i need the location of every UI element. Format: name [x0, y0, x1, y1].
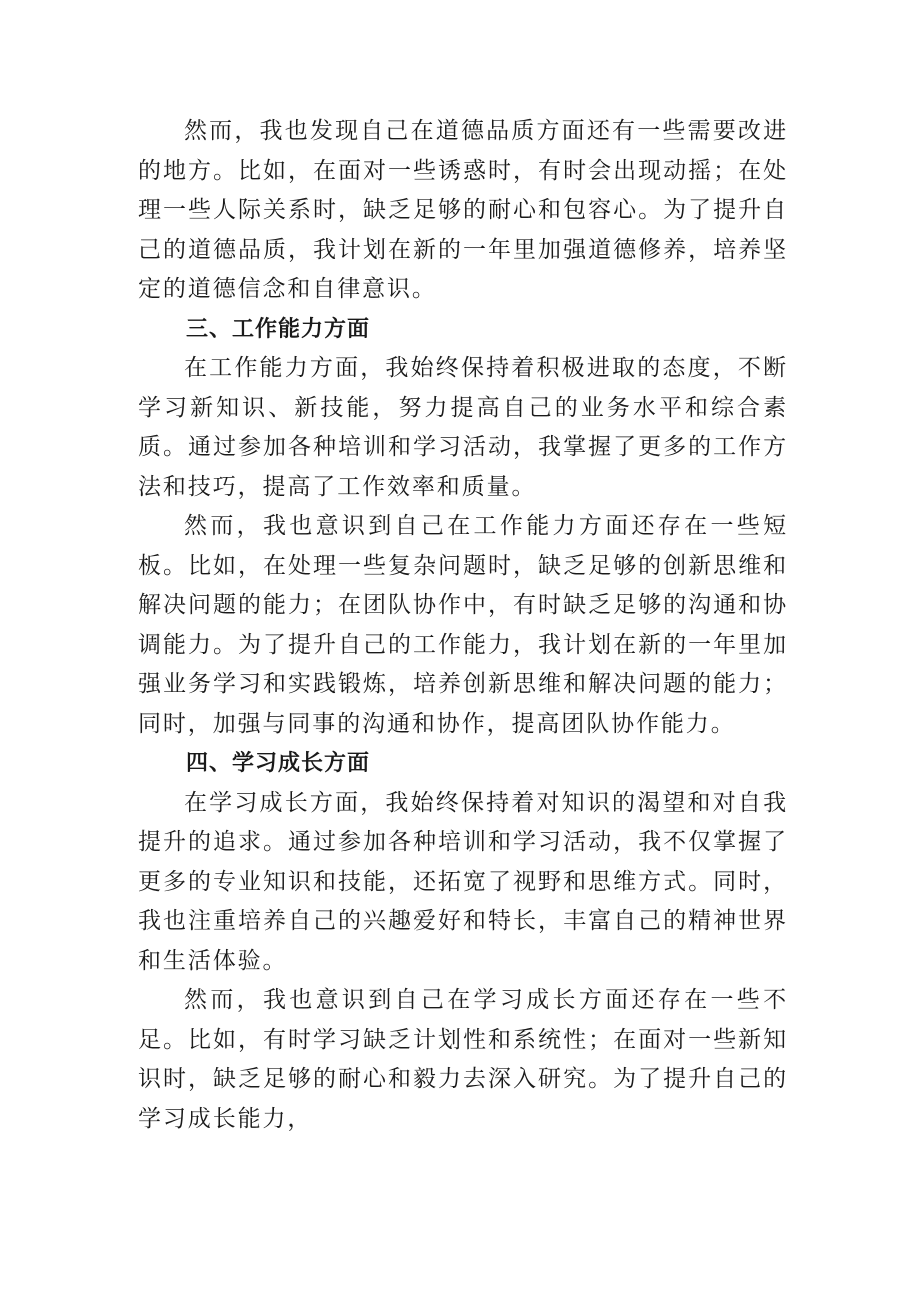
paragraph-moral-improvement: 然而，我也发现自己在道德品质方面还有一些需要改进的地方。比如，在面对一些诱惑时，有时会出现动摇；在处理一些人际关系时，缺乏足够的耐心和包容心。为了提升自己的道德品质，我计划在新的一年里加强道德修养，培养坚定的道德信念和自律意识。 — [138, 118, 788, 302]
paragraph-learning-growth-shortcomings: 然而，我也意识到自己在学习成长方面还存在一些不足。比如，有时学习缺乏计划性和系统性；在面对一些新知识时，缺乏足够的耐心和毅力去深入研究。为了提升自己的学习成长能力， — [138, 987, 788, 1132]
paragraph-learning-growth-progress: 在学习成长方面，我始终保持着对知识的渴望和对自我提升的追求。通过参加各种培训和学习活动，我不仅掌握了更多的专业知识和技能，还拓宽了视野和思维方式。同时，我也注重培养自己的兴趣爱好和特长，丰富自己的精神世界和生活体验。 — [138, 789, 788, 974]
paragraph-work-ability-progress: 在工作能力方面，我始终保持着积极进取的态度，不断学习新知识、新技能，努力提高自己的业务水平和综合素质。通过参加各种培训和学习活动，我掌握了更多的工作方法和技巧，提高了工作效率和质量。 — [138, 355, 788, 500]
paragraph-work-ability-shortcomings: 然而，我也意识到自己在工作能力方面还存在一些短板。比如，在处理一些复杂问题时，缺乏足够的创新思维和解决问题的能力；在团队协作中，有时缺乏足够的沟通和协调能力。为了提升自己的工作能力，我计划在新的一年里加强业务学习和实践锻炼，培养创新思维和解决问题的能力；同时，加强与同事的沟通和协作，提高团队协作能力。 — [138, 513, 788, 737]
document-page — [138, 112, 788, 1139]
section-heading-work-ability: 三、工作能力方面 — [186, 316, 371, 342]
section-heading-learning-growth: 四、学习成长方面 — [186, 751, 371, 776]
